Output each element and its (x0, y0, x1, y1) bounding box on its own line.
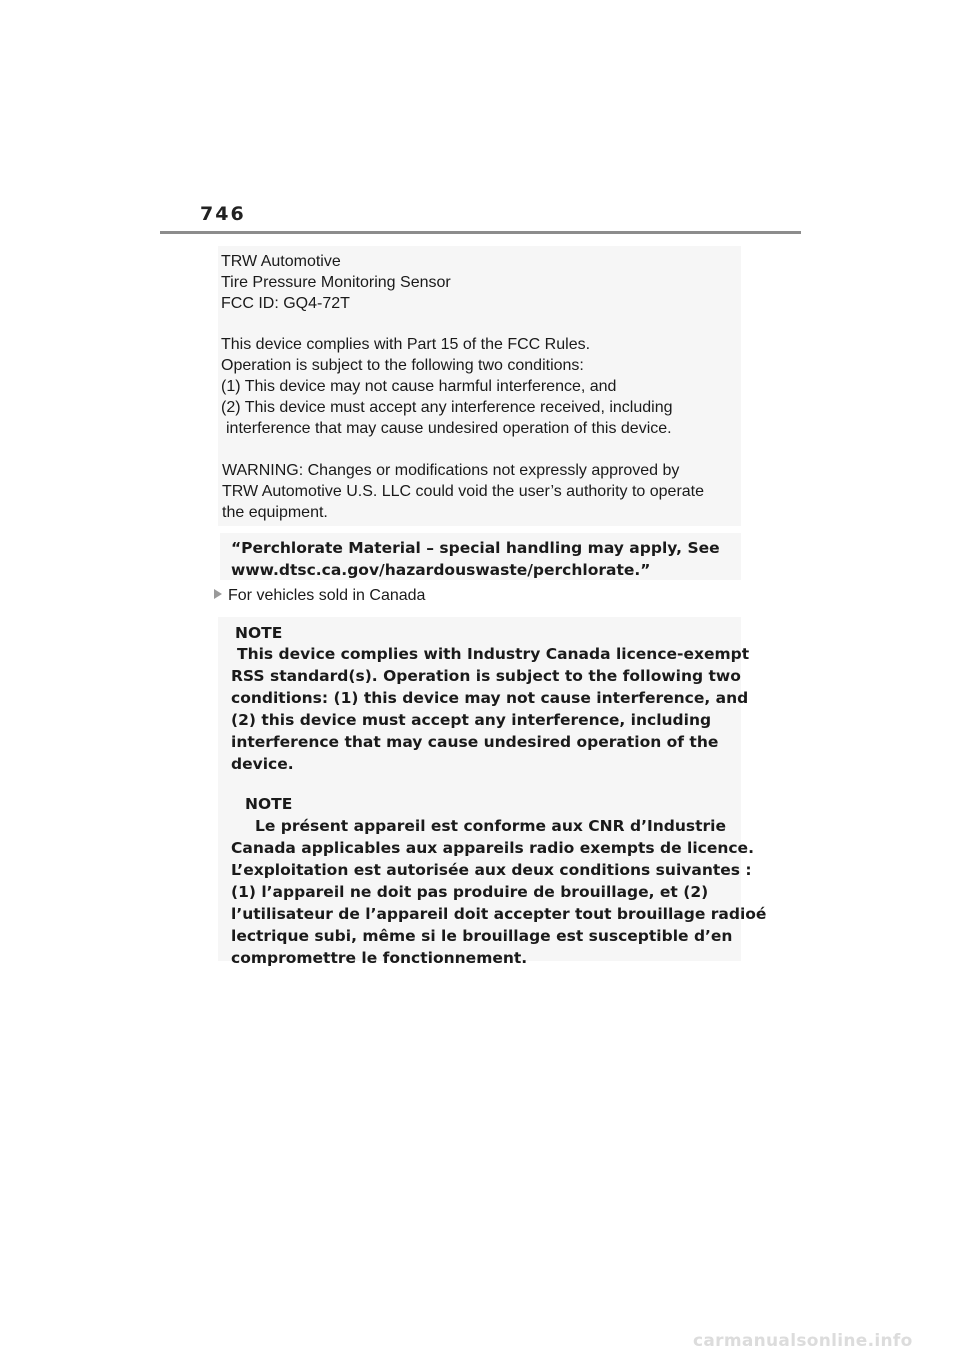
note-line-fr: Le présent appareil est conforme aux CNR d’Industrie (255, 817, 727, 835)
note-line-fr: L’exploitation est autorisée aux deux conditions suivantes : (231, 861, 752, 879)
compliance-line: (1) This device may not cause harmful interference, and (221, 378, 617, 395)
page-number: 746 (200, 203, 246, 225)
compliance-line: (2) This device must accept any interference received, including (221, 399, 673, 416)
bullet-triangle-icon (214, 589, 222, 599)
canada-heading (214, 586, 425, 606)
fcc-id-line: FCC ID: GQ4-72T (221, 295, 350, 312)
perchlorate-line: www.dtsc.ca.gov/hazardouswaste/perchlorate.” (231, 561, 651, 579)
note-line-en: This device complies with Industry Canada licence-exempt (237, 645, 750, 663)
note-title-en: NOTE (235, 624, 283, 642)
note-line-en: (2) this device must accept any interference, including (231, 711, 712, 729)
note-line-en: conditions: (1) this device may not cause interference, and (231, 689, 749, 707)
note-line-en: device. (231, 755, 294, 773)
warning-line: TRW Automotive U.S. LLC could void the user’s authority to operate (222, 483, 705, 500)
note-line-fr: l’utilisateur de l’appareil doit accepter tout brouillage radioé (231, 905, 767, 923)
compliance-line: Operation is subject to the following two conditions: (221, 357, 584, 374)
manufacturer-line: TRW Automotive (221, 253, 341, 270)
perchlorate-line: “Perchlorate Material – special handling may apply, See (231, 539, 720, 557)
warning-line: the equipment. (222, 504, 328, 521)
note-line-en: RSS standard(s). Operation is subject to the following two (231, 667, 741, 685)
compliance-line: interference that may cause undesired operation of this device. (226, 420, 672, 437)
product-line: Tire Pressure Monitoring Sensor (221, 274, 451, 291)
note-line-fr: lectrique subi, même si le brouillage est susceptible d’en (231, 927, 733, 945)
header-rule (160, 231, 801, 234)
note-line-fr: compromettre le fonctionnement. (231, 949, 528, 967)
footer-watermark: carmanualsonline.info (693, 1331, 913, 1351)
canada-heading-text: For vehicles sold in Canada (228, 587, 426, 604)
note-line-fr: (1) l’appareil ne doit pas produire de brouillage, et (2) (231, 883, 709, 901)
note-line-en: interference that may cause undesired operation of the (231, 733, 719, 751)
note-line-fr: Canada applicables aux appareils radio exempts de licence. (231, 839, 754, 857)
warning-line: WARNING: Changes or modifications not expressly approved by (222, 462, 680, 479)
note-title-fr: NOTE (245, 795, 293, 813)
compliance-line: This device complies with Part 15 of the FCC Rules. (221, 336, 591, 353)
